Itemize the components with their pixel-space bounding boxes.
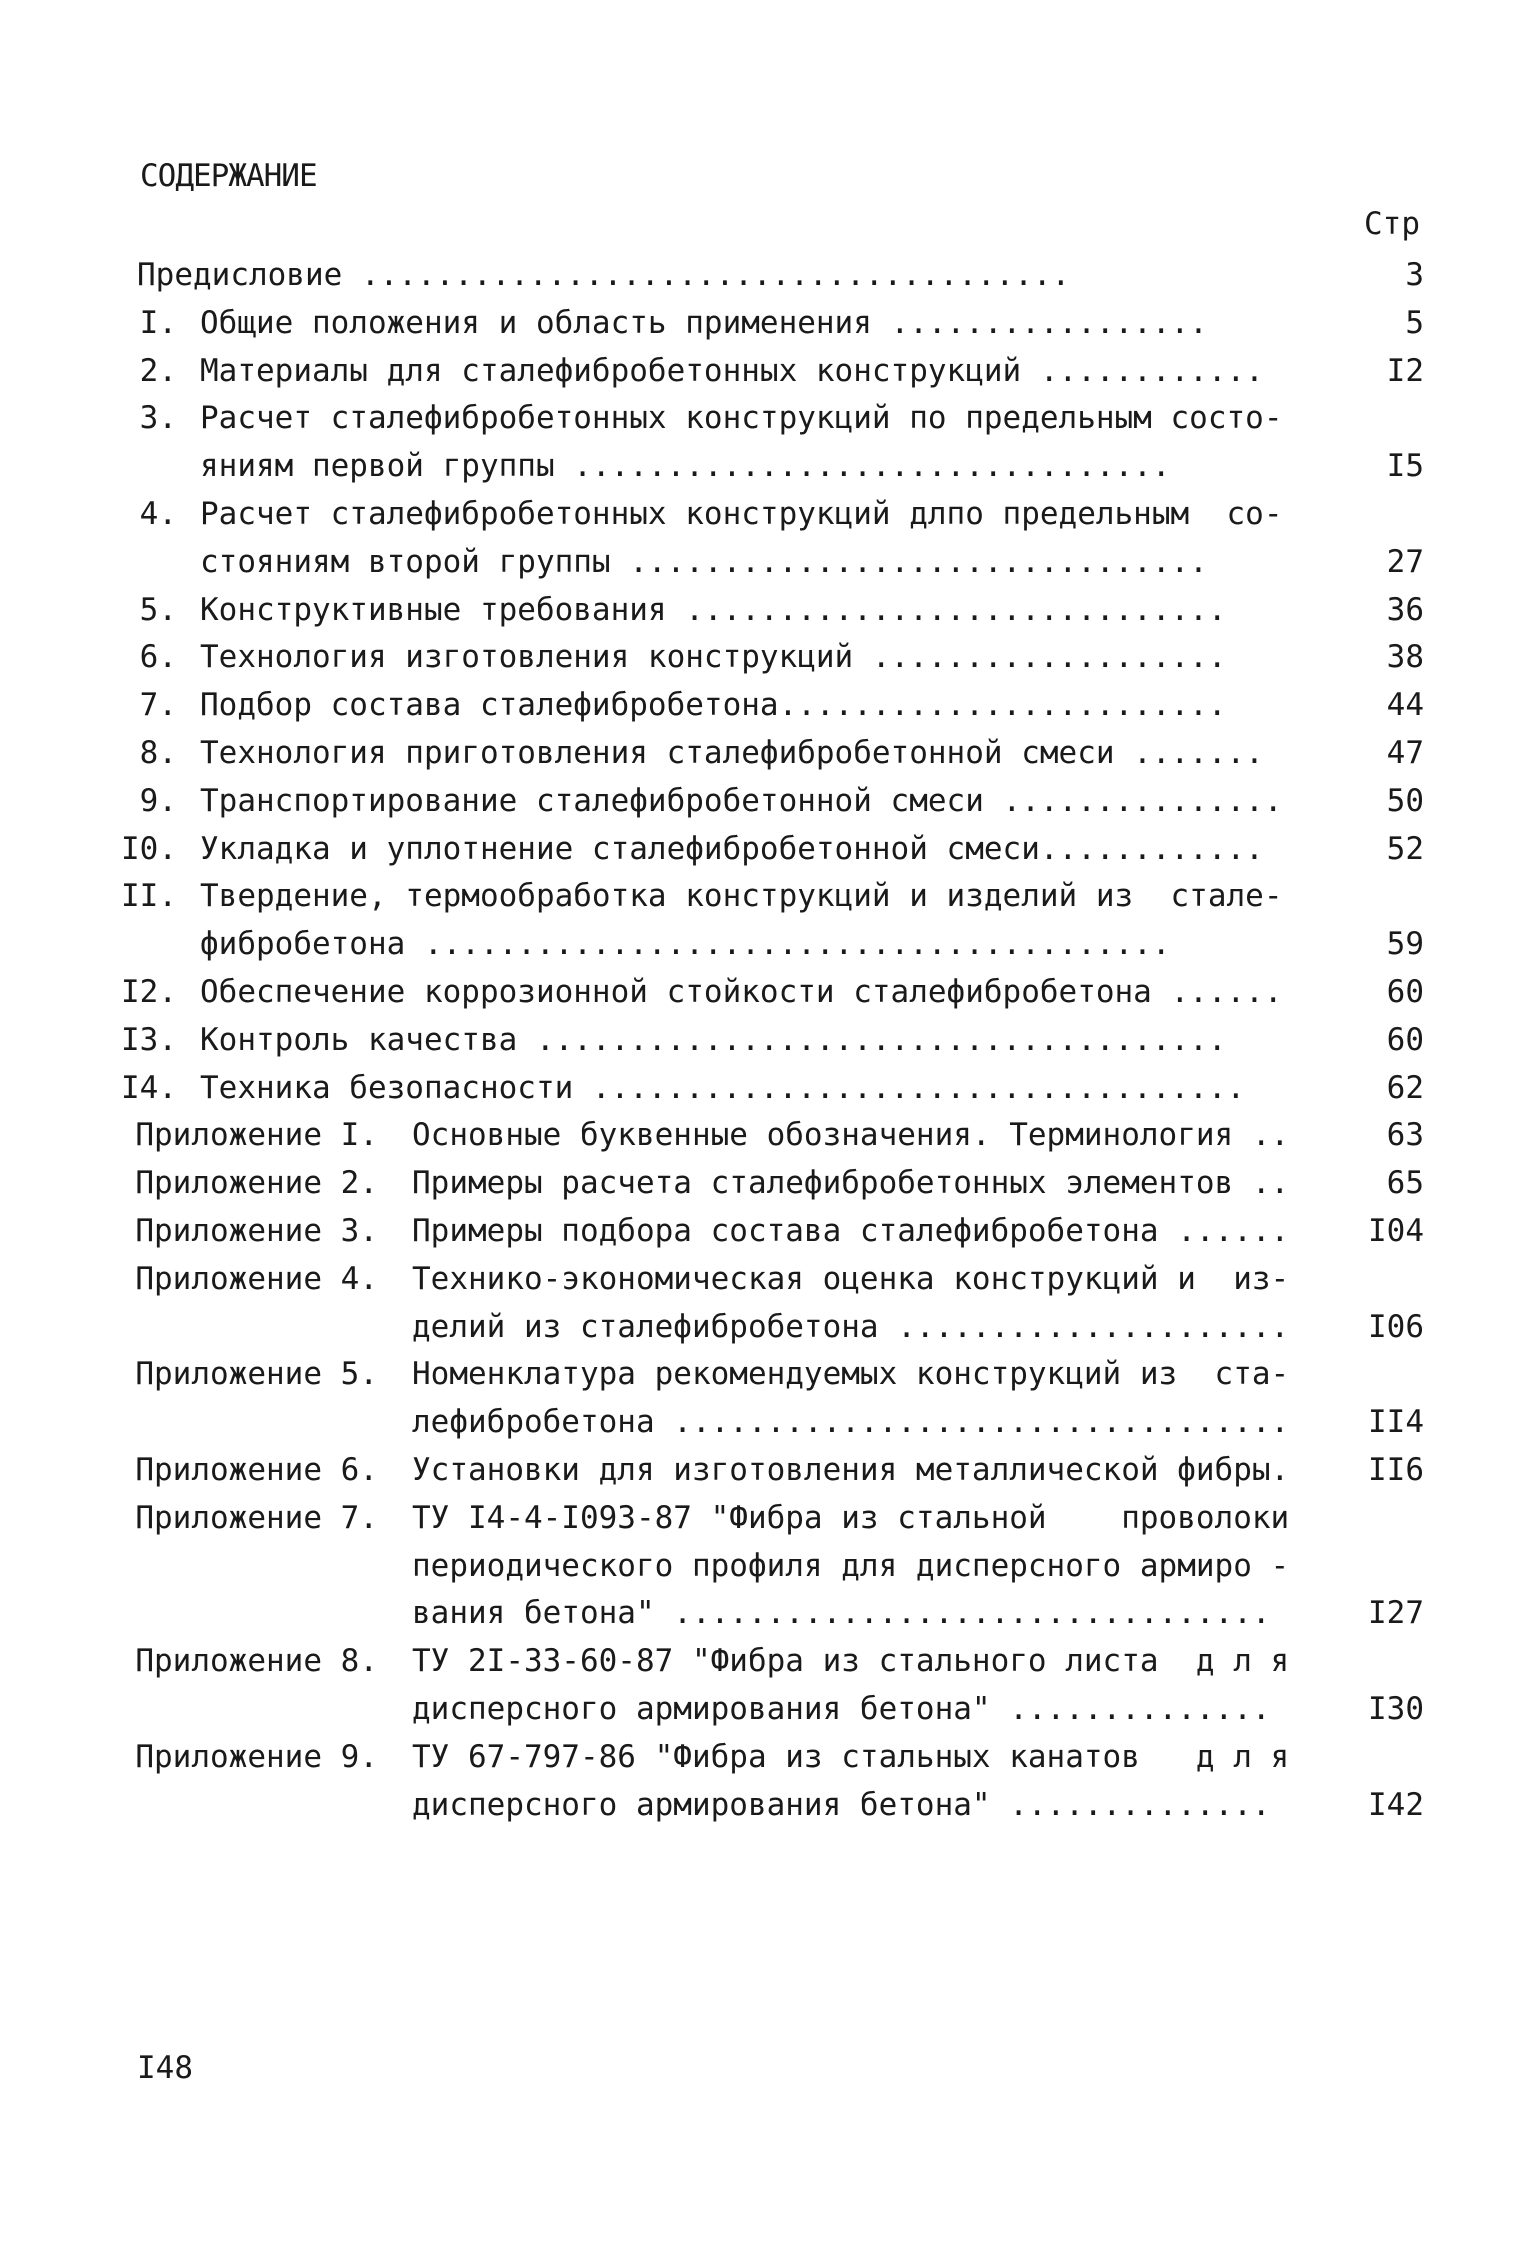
toc-entry-number: 2. [139,352,177,389]
toc-entry-page: 62 [1386,1069,1424,1106]
toc-entry-line [0,1495,1535,1543]
toc-entry-number: 8. [139,734,177,771]
toc-entry-page: 52 [1386,830,1424,867]
toc-entry-line [0,1065,1535,1113]
toc-entry-title: лефибробетона ................................. [412,1404,1290,1441]
toc-entry-page: 50 [1386,782,1424,819]
toc-entry-title: Общие положения и область применения ................. [200,304,1208,341]
toc-entry-line [0,1782,1535,1830]
toc-entry-page: 36 [1386,591,1424,628]
toc-entry-title: Конструктивные требования ............................. [200,591,1227,628]
toc-entry-line [0,443,1535,491]
toc-entry-page: 60 [1386,1021,1424,1058]
toc-entry-title: стояниям второй группы ............................... [200,543,1208,580]
toc-entry-number: 3. [139,400,177,437]
toc-entry-line [0,969,1535,1017]
toc-entry-line [0,682,1535,730]
toc-entry-number: 4. [139,495,177,532]
toc-entry-page: I5 [1386,448,1424,485]
toc-entry-number: Приложение I. [135,1117,378,1154]
toc-entry-line [0,1351,1535,1399]
toc-entry-number: I2. [121,973,177,1010]
toc-entry-line [0,634,1535,682]
toc-entry-number: I4. [121,1069,177,1106]
toc-entry-title: Технология приготовления сталефибробетонной смеси ....... [200,734,1264,771]
toc-entry-number: II. [121,878,177,915]
toc-entry-page: I2 [1386,352,1424,389]
toc-entry-page: I30 [1368,1690,1424,1727]
toc-entry-line [0,1399,1535,1447]
toc-entry-title: Материалы для сталефибробетонных конструкций ............ [200,352,1264,389]
toc-entry-title: дисперсного армирования бетона" .............. [412,1690,1271,1727]
toc-entry-line [0,1304,1535,1352]
toc-entry-title: Номенклатура рекомендуемых конструкций из ста- [412,1356,1290,1393]
toc-entry-title: Технико-экономическая оценка конструкций и из- [412,1260,1290,1297]
toc-entry-line [0,1447,1535,1495]
toc-entry-title: Техника безопасности ................................... [200,1069,1246,1106]
toc-entry-number: Приложение 3. [135,1212,378,1249]
toc-entry-number: 9. [139,782,177,819]
toc-entry-title: яниям первой группы ................................ [200,448,1171,485]
toc-entry-title: Предисловие ...................................... [137,257,1071,293]
toc-entry-title: ТУ 67-797-86 "Фибра из стальных канатов д л я [412,1738,1290,1775]
toc-entry-line [0,1017,1535,1065]
toc-entry-title: Примеры подбора состава сталефибробетона ...... [412,1212,1290,1249]
toc-entry-page: I04 [1368,1212,1424,1249]
toc-entry-number: Приложение 5. [135,1356,378,1393]
toc-entry-line [0,873,1535,921]
toc-entry-title: Расчет сталефибробетонных конструкций по предельным состо- [200,400,1283,437]
toc-entry-title: фибробетона ........................................ [200,926,1171,963]
toc-entry-line [0,252,1535,300]
toc-entry-page: I42 [1368,1786,1424,1823]
toc-entry-title: ТУ I4-4-I093-87 "Фибра из стальной проволоки [412,1499,1290,1536]
toc-entry-title: Транспортирование сталефибробетонной смеси ............... [200,782,1283,819]
toc-entry-page: II4 [1368,1404,1424,1441]
toc-entry-page: 60 [1386,973,1424,1010]
toc-entry-line [0,1590,1535,1638]
toc-entry-page: 47 [1386,734,1424,771]
toc-entry-line [0,730,1535,778]
toc-entry-title: Подбор состава сталефибробетона........................ [200,687,1227,724]
toc-entry-line [0,1112,1535,1160]
toc-entry-line [0,587,1535,635]
toc-entry-page: I06 [1368,1308,1424,1345]
toc-entry-title: Установки для изготовления металлической фибры. [412,1451,1290,1488]
toc-entry-line [0,1160,1535,1208]
toc-entry-line [0,921,1535,969]
toc-entry-line [0,1734,1535,1782]
toc-entry-line [0,1686,1535,1734]
toc-entry-title: делий из сталефибробетона ..................... [412,1308,1290,1345]
toc-entry-number: 5. [139,591,177,628]
toc-entry-number: Приложение 4. [135,1260,378,1297]
toc-entry-number: I0. [121,830,177,867]
toc-entry-number: I3. [121,1021,177,1058]
footer-page-number: I48 [137,2050,193,2086]
toc-entry-title: Укладка и уплотнение сталефибробетонной смеси............ [200,830,1264,867]
toc-entry-line [0,348,1535,396]
page-title: СОДЕРЖАНИЕ [140,158,317,194]
toc-entry-title: вания бетона" ................................ [412,1595,1271,1632]
toc-entry-page: 5 [1405,304,1424,341]
toc-entry-title: периодического профиля для дисперсного армиро - [412,1547,1290,1584]
table-of-contents [0,252,1535,1829]
toc-entry-number: Приложение 7. [135,1499,378,1536]
toc-entry-title: Контроль качества ..................................... [200,1021,1227,1058]
toc-entry-title: Расчет сталефибробетонных конструкций длпо предельным со- [200,495,1283,532]
toc-entry-page: 59 [1386,926,1424,963]
toc-entry-number: Приложение 2. [135,1165,378,1202]
toc-entry-number: I. [139,304,177,341]
toc-entry-title: ТУ 2I-33-60-87 "Фибра из стального листа д л я [412,1643,1290,1680]
toc-entry-page: 44 [1386,687,1424,724]
toc-entry-line [0,395,1535,443]
toc-entry-line [0,539,1535,587]
toc-entry-number: Приложение 9. [135,1738,378,1775]
toc-entry-number: 6. [139,639,177,676]
page-column-label: Стр [1364,206,1420,242]
toc-entry-line [0,826,1535,874]
toc-entry-title: Твердение, термообработка конструкций и изделий из стале- [200,878,1283,915]
toc-entry-number: Приложение 6. [135,1451,378,1488]
toc-entry-page: 27 [1386,543,1424,580]
toc-entry-page: I27 [1368,1595,1424,1632]
toc-entry-page: 65 [1386,1165,1424,1202]
toc-entry-line [0,1208,1535,1256]
toc-entry-page: 38 [1386,639,1424,676]
toc-entry-title: дисперсного армирования бетона" .............. [412,1786,1271,1823]
toc-entry-page: II6 [1368,1451,1424,1488]
toc-entry-title: Примеры расчета сталефибробетонных элементов .. [412,1165,1290,1202]
toc-entry-page: 63 [1386,1117,1424,1154]
toc-entry-line [0,1543,1535,1591]
toc-entry-page: 3 [1405,257,1424,293]
toc-entry-title: Обеспечение коррозионной стойкости сталефибробетона ...... [200,973,1283,1010]
toc-entry-line [0,300,1535,348]
toc-entry-title: Основные буквенные обозначения. Терминология .. [412,1117,1290,1154]
toc-entry-line [0,491,1535,539]
toc-entry-line [0,1256,1535,1304]
toc-entry-number: 7. [139,687,177,724]
toc-entry-line [0,1638,1535,1686]
toc-entry-number: Приложение 8. [135,1643,378,1680]
toc-entry-title: Технология изготовления конструкций ................... [200,639,1227,676]
toc-entry-line [0,778,1535,826]
